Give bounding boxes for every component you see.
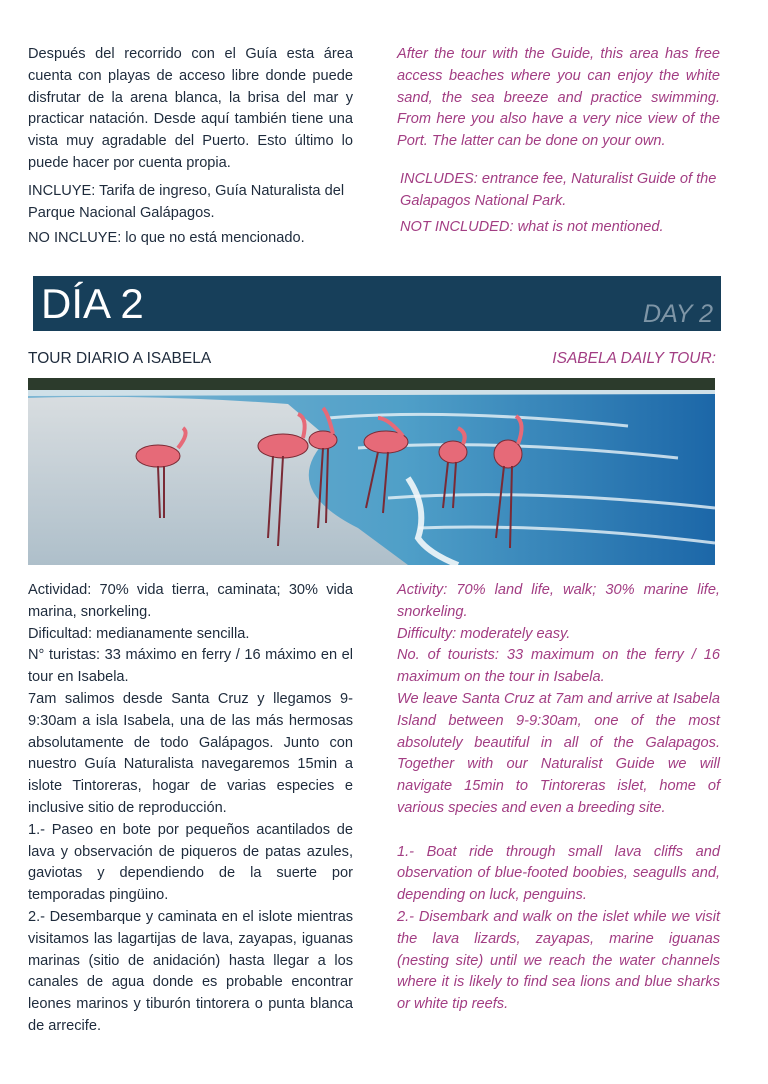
english-itinerary: We leave Santa Cruz at 7am and arrive at Isabela Island between 9-9:30am, one of the most absolutely beautiful in all of the Galapagos. Together with our Naturalist Guide we will navigate 15min to Tintoreras islet, home of various species and even a breeding site. <box>397 690 720 816</box>
top-spanish-column <box>28 44 353 250</box>
english-step-1: 1.- Boat ride through small lava cliffs and observation of blue-footed boobies, seagulls and, depending on luck, penguins. <box>397 843 720 904</box>
english-tourists: No. of tourists: 33 maximum on the ferry / 16 maximum on the tour in Isabela. <box>397 647 720 686</box>
english-includes: INCLUDES: entrance fee, Naturalist Guide of the Galapagos National Park. <box>400 170 717 209</box>
spanish-difficulty: Dificultad: medianamente sencilla. <box>28 625 250 642</box>
spanish-includes: INCLUYE: Tarifa de ingreso, Guía Naturalista del Parque Nacional Galápagos. <box>28 182 345 221</box>
day-title: DÍA 2 <box>41 280 144 327</box>
spanish-tourists: N° turistas: 33 máximo en ferry / 16 máximo en el tour en Isabela. <box>28 647 353 686</box>
flamingos-photo <box>28 378 715 565</box>
english-not-included: NOT INCLUDED: what is not mentioned. <box>400 218 664 235</box>
details-english-column <box>397 580 720 1016</box>
day-subtitle: DAY 2 <box>643 300 713 328</box>
spanish-beach-paragraph: Después del recorrido con el Guía esta área cuenta con playas de acceso libre donde puede disfrutar de la arena blanca, la brisa del mar y practicar natación. Desde aquí también tiene una vista muy agradable del Puerto. Esto último lo puede hacer por cuenta propia. <box>28 46 353 171</box>
top-english-column <box>397 44 720 238</box>
english-step-2: 2.- Disembark and walk on the islet while we visit the lava lizards, zayapas, marine iguanas (nesting site) until we reach the water channels where it is likely to find sea lions and blue sharks or white tip reefs. <box>397 908 720 1013</box>
spanish-not-included: NO INCLUYE: lo que no está mencionado. <box>28 230 305 247</box>
spanish-step-2: 2.- Desembarque y caminata en el islote mientras visitamos las lagartijas de lava, zayapas, iguanas marinas (sitio de anidación) hasta llegar a los canales de agua donde es probable encontrar leones marinos y tiburón tintorera o punta blanca de arrecife. <box>28 908 353 1034</box>
english-beach-paragraph: After the tour with the Guide, this area has free access beaches where you can enjoy the white sand, the sea breeze and practice swimming. From here you also have a very nice view of the Port. The latter can be done on your own. <box>397 46 720 150</box>
spanish-activity: Actividad: 70% vida tierra, caminata; 30% vida marina, snorkeling. <box>28 582 353 620</box>
spanish-step-1: 1.- Paseo en bote por pequeños acantilados de lava y observación de piqueros de patas azules, gaviotas y dependiendo de la suerte por temporadas pingüino. <box>28 821 353 904</box>
english-activity: Activity: 70% land life, walk; 30% marine life, snorkeling. <box>397 582 720 620</box>
english-difficulty: Difficulty: moderately easy. <box>397 625 571 642</box>
spanish-itinerary: 7am salimos desde Santa Cruz y llegamos 9-9:30am a isla Isabela, una de las más hermosas absolutamente de todo Galápagos. Junto con nuestro Guía Naturalista navegaremos 15min a islote Tintoreras, hogar de varias especies e inclusive sitio de reproducción. <box>28 690 353 816</box>
day-header-band <box>33 276 721 331</box>
tour-title-english: ISABELA DAILY TOUR: <box>552 350 716 367</box>
tour-title-spanish: TOUR DIARIO A ISABELA <box>28 350 212 367</box>
details-spanish-column <box>28 580 353 1038</box>
